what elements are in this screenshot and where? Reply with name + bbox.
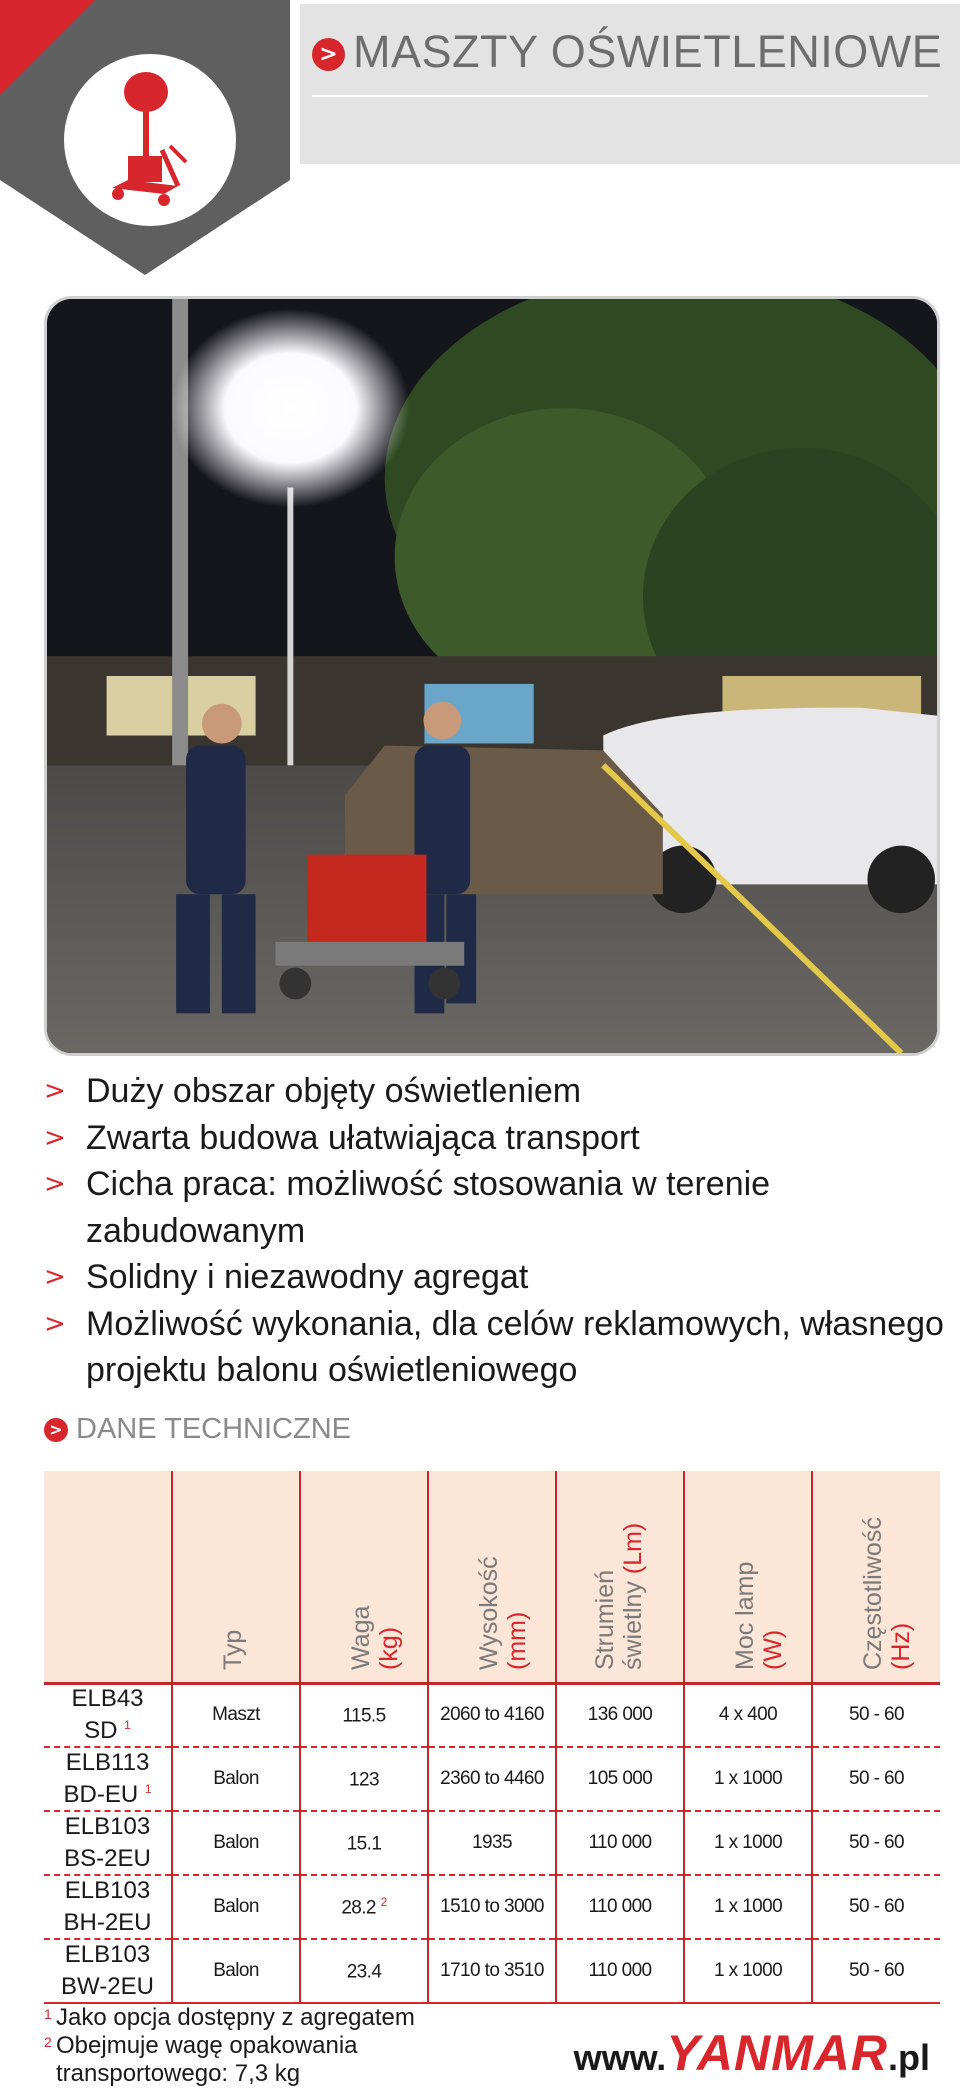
cell-frequency: 50 - 60 [812,1811,940,1875]
header-power: Moc lamp (W) [684,1471,812,1683]
cell-lumen: 105 000 [556,1747,684,1811]
title-bullet-icon: > [312,38,345,71]
table-row [44,1875,940,1939]
chevron-right-icon: > [44,1308,66,1339]
cell-frequency: 50 - 60 [812,1683,940,1747]
cell-power: 1 x 1000 [684,1811,812,1875]
section-bullet-icon: > [44,1418,68,1442]
section-title-text: DANE TECHNICZNE [76,1413,351,1445]
cell-power: 1 x 1000 [684,1875,812,1939]
website-link[interactable] [574,2024,930,2082]
cell-type: Balon [172,1747,300,1811]
header-divider [312,95,928,97]
cell-power: 1 x 1000 [684,1939,812,2003]
cell-height: 1510 to 3000 [428,1875,556,1939]
header-weight: Waga (kg) [300,1471,428,1683]
feature-text: Cicha praca: możliwość stosowania w terenie zabudowanym [86,1165,771,1250]
cell-type: Balon [172,1939,300,2003]
header-frequency: Częstotliwość (Hz) [812,1471,940,1683]
header-lumen: Strumień świetlny (Lm) [556,1471,684,1683]
feature-text: Możliwość wykonania, dla celów reklamowych, własnego projektu balonu oświetleniowego [86,1304,944,1389]
feature-list [44,1068,944,1394]
cell-model: ELB103 BS-2EU [44,1811,172,1875]
cell-weight: 28.2 $^2$ [300,1875,428,1939]
cell-weight: 15.1 [300,1811,428,1875]
cell-lumen: 136 000 [556,1683,684,1747]
light-tower-icon [0,0,290,275]
cell-height: 1935 [428,1811,556,1875]
page-title-text: MASZTY OŚWIETLENIOWE [353,26,943,77]
cell-weight: 115.5 [300,1683,428,1747]
feature-text: Duży obszar objęty oświetleniem [86,1072,582,1110]
table-row [44,1747,940,1811]
cell-height: 1710 to 3510 [428,1939,556,2003]
product-photo [44,296,940,1056]
cell-type: Balon [172,1875,300,1939]
cell-lumen: 110 000 [556,1811,684,1875]
cell-model: ELB113 BD-EU $^1$ [44,1747,172,1811]
feature-text: Solidny i niezawodny agregat [86,1258,529,1296]
header-height: Wysokość (mm) [428,1471,556,1683]
footnotes [44,2004,415,2088]
cell-frequency: 50 - 60 [812,1939,940,2003]
chevron-right-icon: > [44,1169,66,1199]
feature-item [44,1068,944,1115]
page-title [312,26,942,78]
cell-model: ELB43 SD $^1$ [44,1683,172,1747]
cell-power: 4 x 400 [684,1683,812,1747]
cell-lumen: 110 000 [556,1939,684,2003]
feature-item [44,1161,944,1254]
footnote: 2 Obejmuje wagę opakowania [44,2032,358,2059]
feature-text: Zwarta budowa ułatwiająca transport [86,1118,640,1157]
spec-table [44,1471,940,2004]
feature-item [44,1301,944,1394]
table-row [44,1683,940,1747]
cell-weight: 23.4 [300,1939,428,2003]
cell-frequency: 50 - 60 [812,1875,940,1939]
footnote-continuation: transportowego: 7,3 kg [56,2060,301,2087]
table-row [44,1939,940,2003]
chevron-right-icon: > [44,1122,66,1153]
cell-power: 1 x 1000 [684,1747,812,1811]
website-prefix: www. [573,2037,667,2078]
balloon-light-scene-image [47,299,937,1053]
cell-weight: 123 [300,1747,428,1811]
header-model [44,1471,172,1683]
feature-item [44,1115,944,1162]
cell-height: 2060 to 4160 [428,1683,556,1747]
category-badge [0,0,290,275]
cell-frequency: 50 - 60 [812,1747,940,1811]
website-suffix: .pl [888,2037,930,2078]
cell-type: Balon [172,1811,300,1875]
cell-lumen: 110 000 [556,1875,684,1939]
footnote: 1 Jako opcja dostępny z agregatem [44,2004,415,2031]
cell-model: ELB103 BH-2EU [44,1875,172,1939]
cell-model: ELB103 BW-2EU [44,1939,172,2003]
section-title [44,1413,351,1446]
chevron-right-icon: > [44,1076,66,1106]
cell-height: 2360 to 4460 [428,1747,556,1811]
header-type: Typ [172,1471,300,1683]
cell-type: Maszt [172,1683,300,1747]
brand-logo: YANMAR [666,2025,888,2081]
table-header-row [44,1471,940,1683]
table-row [44,1811,940,1875]
chevron-right-icon: > [44,1262,66,1292]
feature-item [44,1254,944,1301]
